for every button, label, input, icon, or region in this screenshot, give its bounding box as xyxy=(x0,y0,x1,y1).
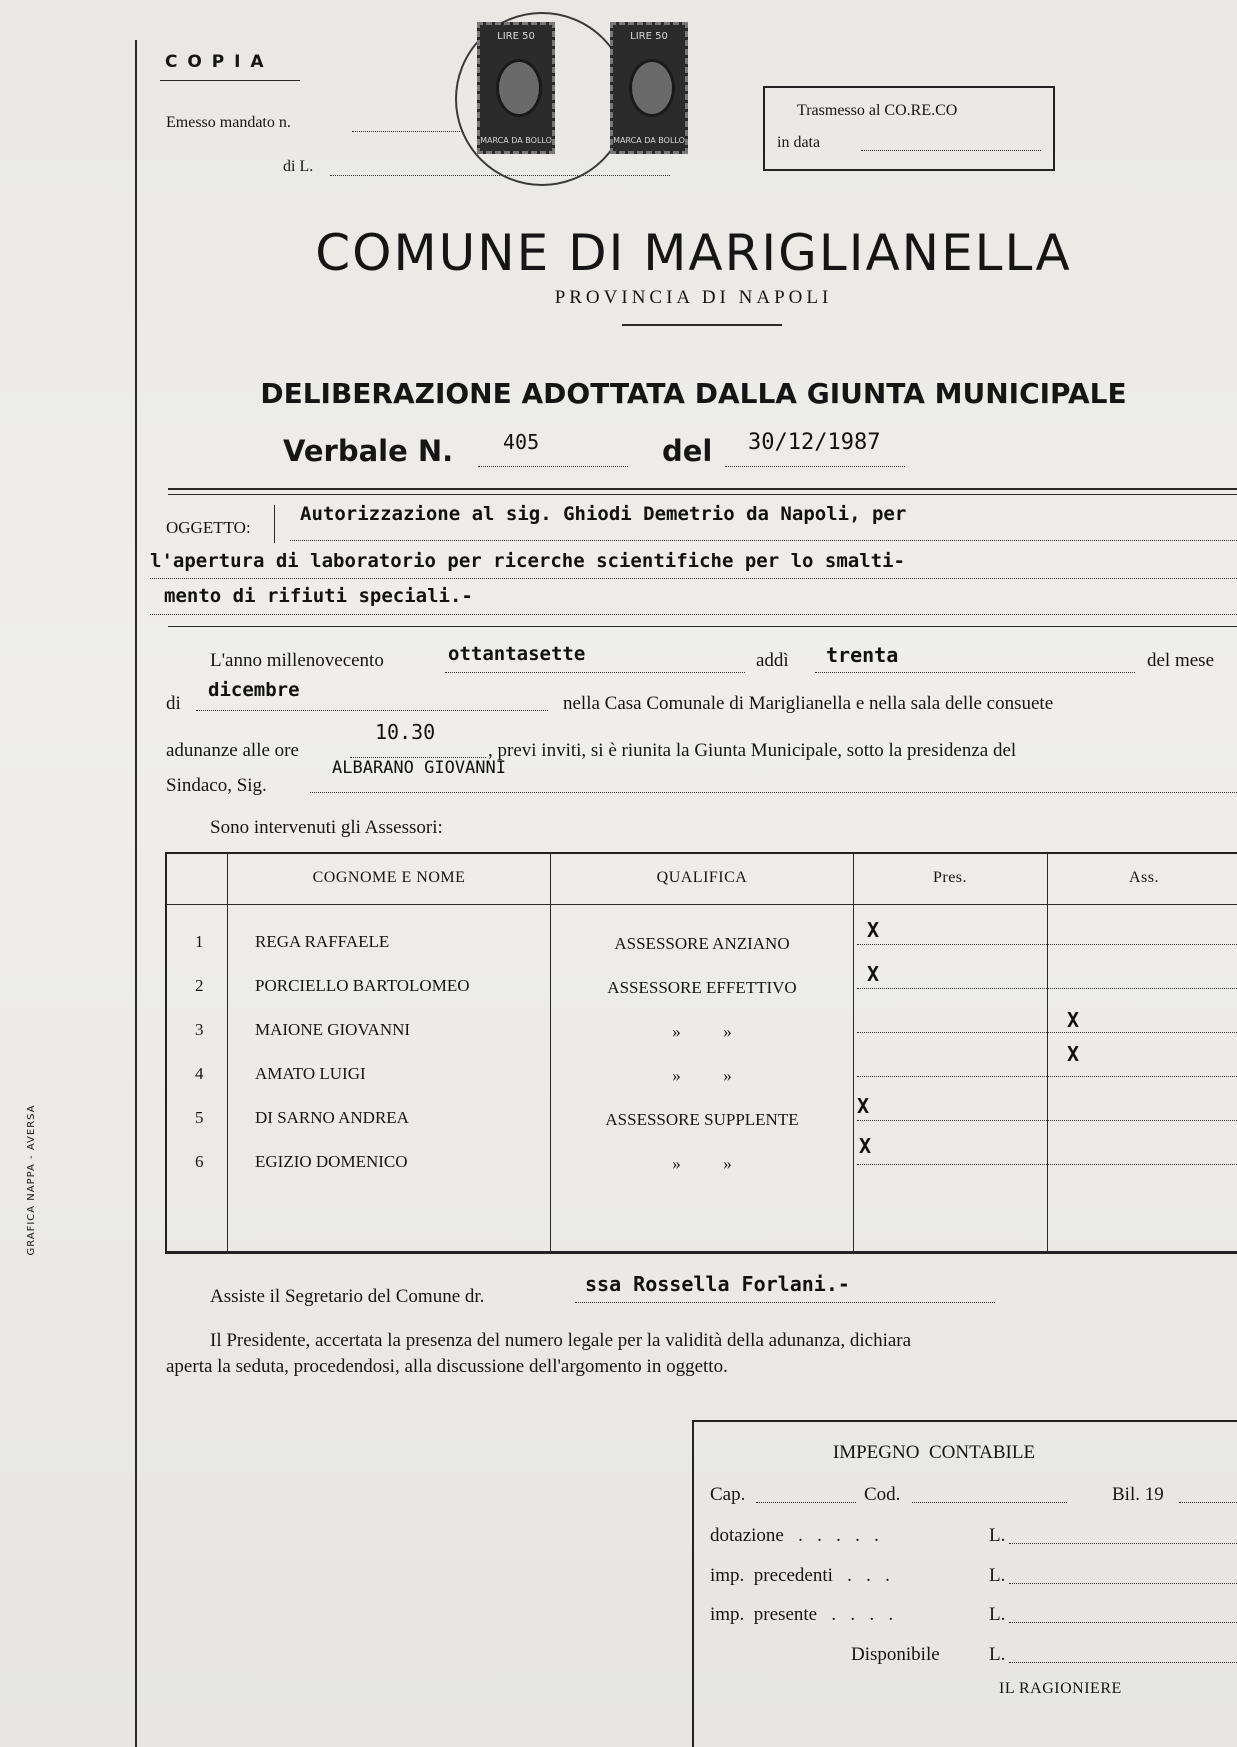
sindaco-line xyxy=(310,792,1237,793)
adunanze-label: adunanze alle ore xyxy=(166,740,299,761)
row-number: 2 xyxy=(195,976,204,995)
row-name: MAIONE GIOVANNI xyxy=(255,1020,411,1039)
oggetto-bottom-rule xyxy=(168,626,1237,627)
impegno-contabile-box xyxy=(692,1420,1237,1747)
row-qualifica: ASSESSORE EFFETTIVO xyxy=(607,978,797,997)
oggetto-line-rule-1 xyxy=(290,540,1237,541)
segretario-label: Assiste il Segretario del Comune dr. xyxy=(210,1286,485,1307)
row-ass-mark: X xyxy=(1067,1008,1080,1032)
assessori-table xyxy=(165,852,1237,1254)
copy-underline xyxy=(160,80,300,81)
header-qualifica: QUALIFICA xyxy=(656,869,748,886)
row-number: 4 xyxy=(195,1064,204,1083)
day-value: trenta xyxy=(826,643,899,667)
row-qualifica: » » xyxy=(672,1022,732,1041)
sindaco-label: Sindaco, Sig. xyxy=(166,775,267,796)
presente-line xyxy=(1009,1622,1237,1623)
di-label: di xyxy=(166,693,181,714)
disponibile-l: L. xyxy=(989,1644,1006,1665)
stamp-portrait xyxy=(496,59,542,117)
addi-label: addì xyxy=(756,650,789,671)
hour-value: 10.30 xyxy=(375,720,436,744)
precedenti-l: L. xyxy=(989,1565,1006,1586)
dotazione-label: dotazione . . . . . xyxy=(710,1525,879,1546)
verbale-label: Verbale N. xyxy=(283,434,454,468)
printer-credit: GRAFICA NAPPA - AVERSA xyxy=(26,1104,37,1256)
header-rule xyxy=(622,324,782,326)
header-ass: Ass. xyxy=(1128,869,1159,886)
mandato-amount-label: di L. xyxy=(283,158,314,175)
copy-label: C O P I A xyxy=(165,52,266,72)
oggetto-line-1: Autorizzazione al sig. Ghiodi Demetrio da Napoli, per xyxy=(300,503,907,525)
revenue-stamp-left xyxy=(477,22,555,154)
anno-value: ottantasette xyxy=(448,643,586,665)
row-pres-mark: X xyxy=(857,1094,870,1118)
coreco-box xyxy=(763,86,1055,171)
verbale-date: 30/12/1987 xyxy=(748,430,881,455)
row-qualifica: ASSESSORE ANZIANO xyxy=(614,934,790,953)
stamp-top-text: LIRE 50 xyxy=(630,31,668,42)
header-separator xyxy=(167,904,1237,905)
month-value: dicembre xyxy=(208,679,300,701)
impegno-title: IMPEGNO CONTABILE xyxy=(832,1442,1036,1463)
dotazione-line xyxy=(1009,1543,1237,1544)
oggetto-top-rule xyxy=(168,488,1237,490)
oggetto-line-3: mento di rifiuti speciali.- xyxy=(164,585,473,607)
dotazione-l: L. xyxy=(989,1525,1006,1546)
coreco-line1: Trasmesso al CO.RE.CO xyxy=(797,102,958,119)
stamp-portrait xyxy=(629,59,675,117)
disponibile-line xyxy=(1009,1662,1237,1663)
oggetto-label-rule xyxy=(274,505,275,543)
row-pres-mark: X xyxy=(859,1134,872,1158)
row-name: PORCIELLO BARTOLOMEO xyxy=(255,976,470,995)
anno-line xyxy=(445,672,745,673)
deliberation-title: DELIBERAZIONE ADOTTATA DALLA GIUNTA MUNICIPALE xyxy=(260,377,1127,410)
row-qualifica: » » xyxy=(672,1066,732,1085)
ragioniere-label: IL RAGIONIERE xyxy=(999,1680,1122,1697)
oggetto-line-2: l'apertura di laboratorio per ricerche scientifiche per lo smalti- xyxy=(150,550,905,572)
casa-text: nella Casa Comunale di Mariglianella e nella sala delle consuete xyxy=(563,693,1054,714)
presidente-text-line-1: Il Presidente, accertata la presenza del numero legale per la validità della adunanza, dichiara xyxy=(210,1330,912,1351)
stamp-top-text: LIRE 50 xyxy=(497,31,535,42)
row-qualifica: » » xyxy=(672,1154,732,1173)
oggetto-top-rule-2 xyxy=(168,494,1237,495)
row-name: AMATO LUIGI xyxy=(255,1064,366,1083)
presente-l: L. xyxy=(989,1604,1006,1625)
cap-line xyxy=(756,1502,856,1503)
municipality-name: COMUNE DI MARIGLIANELLA xyxy=(315,224,1072,282)
disponibile-label: Disponibile xyxy=(851,1644,940,1665)
oggetto-label: OGGETTO: xyxy=(166,518,251,537)
cod-label: Cod. xyxy=(864,1484,901,1505)
province-name: PROVINCIA DI NAPOLI xyxy=(554,287,833,308)
mandato-label: Emesso mandato n. xyxy=(166,114,291,131)
header-pres: Pres. xyxy=(932,869,968,886)
verbale-date-line xyxy=(725,466,905,467)
table-row xyxy=(167,918,1237,972)
mandato-line xyxy=(352,131,462,132)
riunita-text: , previ inviti, si è riunita la Giunta Municipale, sotto la presidenza del xyxy=(488,740,1017,761)
table-row xyxy=(167,1094,1237,1148)
cap-label: Cap. xyxy=(710,1484,746,1505)
left-margin-rule xyxy=(135,40,137,1747)
day-line xyxy=(815,672,1135,673)
table-row xyxy=(167,1134,1237,1192)
presente-label: imp. presente . . . . xyxy=(710,1604,894,1625)
segretario-line xyxy=(575,1302,995,1303)
row-name: EGIZIO DOMENICO xyxy=(255,1152,408,1171)
row-number: 6 xyxy=(195,1152,204,1171)
oggetto-line-rule-2 xyxy=(150,578,1237,579)
row-pres-mark: X xyxy=(867,962,880,986)
precedenti-line xyxy=(1009,1583,1237,1584)
row-number: 1 xyxy=(195,932,204,951)
sindaco-value: ALBARANO GIOVANNI xyxy=(332,758,506,778)
anno-label: L'anno millenovecento xyxy=(210,650,384,671)
header-name: COGNOME E NOME xyxy=(312,869,466,886)
bil-line xyxy=(1179,1502,1237,1503)
stamp-bottom-text: MARCA DA BOLLO xyxy=(480,136,552,145)
row-name: DI SARNO ANDREA xyxy=(255,1108,409,1127)
cod-line xyxy=(912,1502,1067,1503)
row-name: REGA RAFFAELE xyxy=(255,932,390,951)
coreco-line2: in data xyxy=(777,134,821,151)
row-ass-mark: X xyxy=(1067,1042,1080,1066)
verbale-number-line xyxy=(478,466,628,467)
row-qualifica: ASSESSORE SUPPLENTE xyxy=(605,1110,799,1129)
row-number: 3 xyxy=(195,1020,204,1039)
stamp-bottom-text: MARCA DA BOLLO xyxy=(613,136,685,145)
oggetto-line-rule-3 xyxy=(150,614,1237,615)
verbale-date-label: del xyxy=(662,434,713,468)
presidente-text-line-2: aperta la seduta, procedendosi, alla discussione dell'argomento in oggetto. xyxy=(166,1356,728,1377)
row-number: 5 xyxy=(195,1108,204,1127)
revenue-stamp-right xyxy=(610,22,688,154)
segretario-value: ssa Rossella Forlani.- xyxy=(585,1272,850,1296)
table-row xyxy=(167,1042,1237,1104)
bil-label: Bil. 19 xyxy=(1112,1484,1164,1505)
coreco-date-line xyxy=(861,150,1041,151)
row-pres-mark: X xyxy=(867,918,880,942)
verbale-number: 405 xyxy=(503,430,540,454)
precedenti-label: imp. precedenti . . . xyxy=(710,1565,890,1586)
intervenuti-label: Sono intervenuti gli Assessori: xyxy=(210,817,443,838)
month-line xyxy=(196,710,548,711)
mese-label: del mese xyxy=(1147,650,1215,671)
